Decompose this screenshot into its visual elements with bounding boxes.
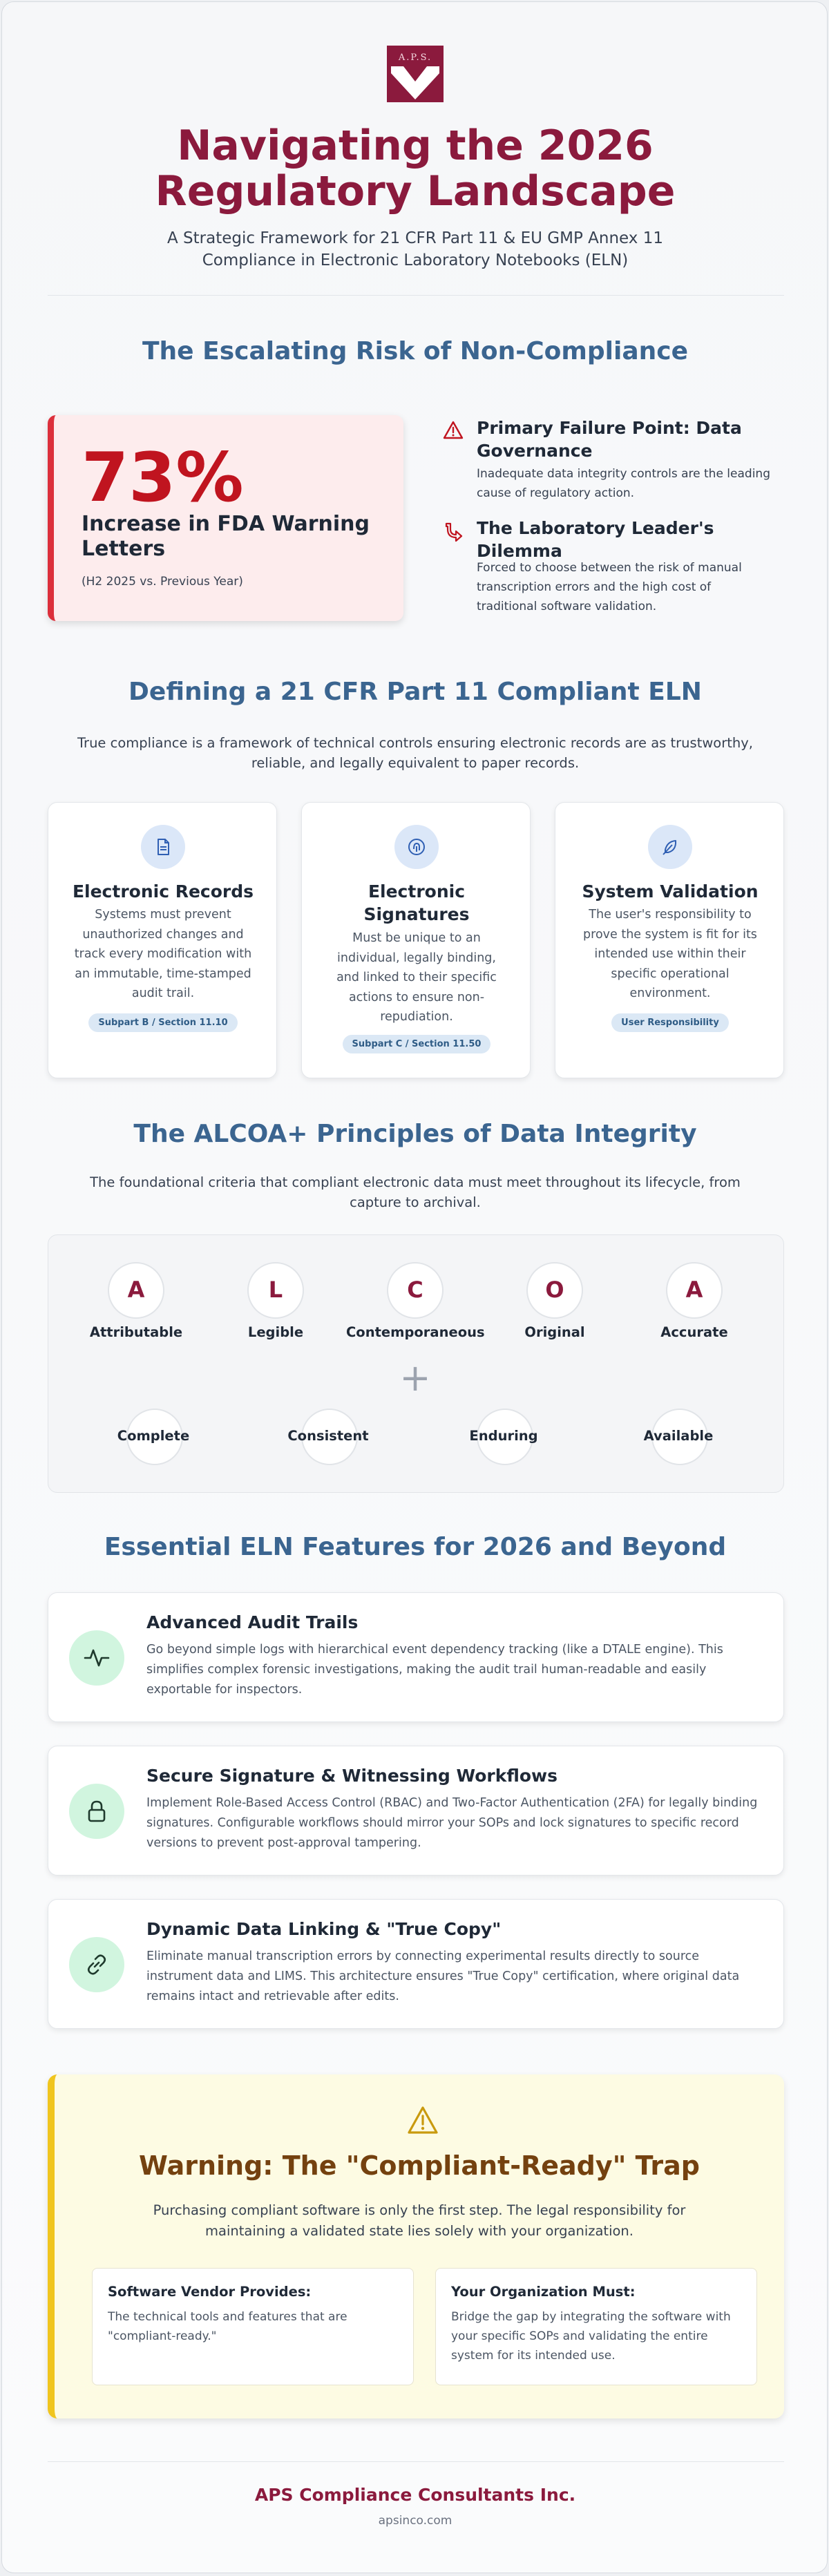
divider: [48, 295, 784, 296]
alcoa-label: Complete: [117, 1428, 190, 1444]
stat-note: (H2 2025 vs. Previous Year): [82, 575, 243, 589]
document-icon: [141, 825, 185, 869]
pillar-desc: The user's responsibility to prove the system is fit for its intended use within their specific operational environment.: [583, 908, 757, 1000]
feature-card: [48, 1592, 784, 1722]
organization-desc: Bridge the gap by integrating the software with your specific SOPs and validating the entire system for its intended use.: [451, 2310, 731, 2363]
feature-desc: Eliminate manual transcription errors by connecting experimental results directly to source instrument data and LIMS. This architecture ensures "True Copy" certification, where original data remains intact and retrievable after edits.: [146, 1949, 740, 2003]
feature-card: [48, 1746, 784, 1876]
pillar-tag: User Responsibility: [555, 1013, 785, 1032]
pillar-card: [48, 802, 277, 1078]
organization-box: [435, 2268, 757, 2385]
aps-logo: [387, 46, 444, 102]
pillar-title: Electronic Signatures: [363, 881, 470, 924]
alcoa-circle: C: [387, 1262, 444, 1319]
feather-icon: [648, 825, 692, 869]
infographic-page: [1, 1, 828, 2573]
feature-desc: Go beyond simple logs with hierarchical event dependency tracking (like a DTALE engine). This simplifies complex forensic investigations, making the audit trail human-readable and easily exportable for inspectors.: [146, 1643, 723, 1697]
vendor-desc: The technical tools and features that are "compliant-ready.": [108, 2310, 347, 2343]
risk-heading: The Escalating Risk of Non-Compliance: [142, 337, 688, 365]
pillar-tag: Subpart C / Section 11.50: [302, 1035, 531, 1053]
alcoa-label: Legible: [247, 1324, 304, 1340]
pillar-card: [555, 802, 784, 1078]
warning-title: Warning: The "Compliant-Ready" Trap: [139, 2150, 700, 2181]
feature-title: Dynamic Data Linking & "True Copy": [146, 1919, 502, 1939]
warning-desc: Purchasing compliant software is only the first step. The legal responsibility for maintaining a validated state lies solely with your organization.: [153, 2202, 686, 2239]
organization-title: Your Organization Must:: [451, 2284, 636, 2300]
pillar-title: Electronic Records: [72, 881, 254, 901]
definition-heading: Defining a 21 CFR Part 11 Compliant ELN: [128, 678, 702, 706]
risk-item-title: Primary Failure Point: Data Governance: [477, 418, 742, 461]
page-title: Navigating the 2026 Regulatory Landscape: [155, 122, 676, 216]
vendor-title: Software Vendor Provides:: [108, 2284, 312, 2300]
alcoa-circle: A: [108, 1262, 164, 1319]
alcoa-label: Enduring: [469, 1428, 538, 1444]
activity-icon: [69, 1630, 124, 1686]
stat-label: Increase in FDA Warning Letters: [82, 512, 370, 561]
feature-desc: Implement Role-Based Access Control (RBAC) and Two-Factor Authentication (2FA) for legally binding signatures. Configurable workflows should mirror your SOPs and lock signatures to specific record versions to prevent post-approval tampering.: [146, 1796, 758, 1850]
alcoa-circle: O: [526, 1262, 583, 1319]
alcoa-label: Accurate: [660, 1324, 728, 1340]
warning-panel: [48, 2074, 784, 2418]
feature-card: [48, 1899, 784, 2029]
lock-icon: [69, 1784, 124, 1839]
pillar-title: System Validation: [582, 881, 759, 901]
footer-divider: [48, 2461, 784, 2462]
alcoa-label: Available: [643, 1428, 714, 1444]
features-heading: Essential ELN Features for 2026 and Beyond: [104, 1533, 727, 1561]
warning-triangle-icon: [406, 2105, 439, 2135]
logo-chevron-icon: [391, 66, 439, 99]
feature-title: Secure Signature & Witnessing Workflows: [146, 1766, 558, 1786]
stat-card: [48, 415, 403, 621]
feature-title: Advanced Audit Trails: [146, 1612, 359, 1632]
risk-item-desc: Inadequate data integrity controls are the leading cause of regulatory action.: [477, 467, 770, 500]
alcoa-label: Original: [524, 1324, 585, 1340]
pillar-desc: Systems must prevent unauthorized changes and track every modification with an immutable, time-stamped audit trail.: [74, 908, 252, 1000]
footer-company: APS Compliance Consultants Inc.: [254, 2485, 576, 2505]
dilemma-icon: [442, 519, 464, 542]
pillar-desc: Must be unique to an individual, legally binding, and linked to their specific actions to ensure non-repudiation.: [336, 931, 497, 1024]
alcoa-circle: L: [247, 1262, 304, 1319]
page-subtitle: A Strategic Framework for 21 CFR Part 11 & EU GMP Annex 11 Compliance in Electronic Laboratory Notebooks (ELN): [167, 229, 663, 269]
alcoa-heading: The ALCOA+ Principles of Data Integrity: [133, 1120, 697, 1148]
fingerprint-icon: [394, 825, 439, 869]
logo-text: A.P.S.: [398, 53, 432, 63]
alcoa-label: Attributable: [89, 1324, 183, 1340]
pillar-card: [301, 802, 531, 1078]
warning-icon: [442, 419, 464, 441]
vendor-box: [92, 2268, 414, 2385]
alcoa-circle: A: [666, 1262, 723, 1319]
link-icon: [69, 1937, 124, 1992]
definition-desc: True compliance is a framework of technical controls ensuring electronic records are as trustworthy, reliable, and legally equivalent to paper records.: [77, 735, 753, 771]
pillar-tag: Subpart B / Section 11.10: [48, 1013, 278, 1032]
footer-website[interactable]: apsinco.com: [378, 2514, 452, 2528]
alcoa-label: Consistent: [287, 1428, 369, 1444]
alcoa-plus-sign: +: [399, 1356, 431, 1400]
alcoa-desc: The foundational criteria that compliant electronic data must meet throughout its lifecycle, from capture to archival.: [90, 1174, 741, 1210]
risk-item-title: The Laboratory Leader's Dilemma: [477, 518, 714, 561]
stat-value: 73%: [82, 439, 244, 517]
risk-item-desc: Forced to choose between the risk of manual transcription errors and the high cost of traditional software validation.: [477, 561, 742, 613]
alcoa-label: Contemporaneous: [346, 1324, 485, 1340]
